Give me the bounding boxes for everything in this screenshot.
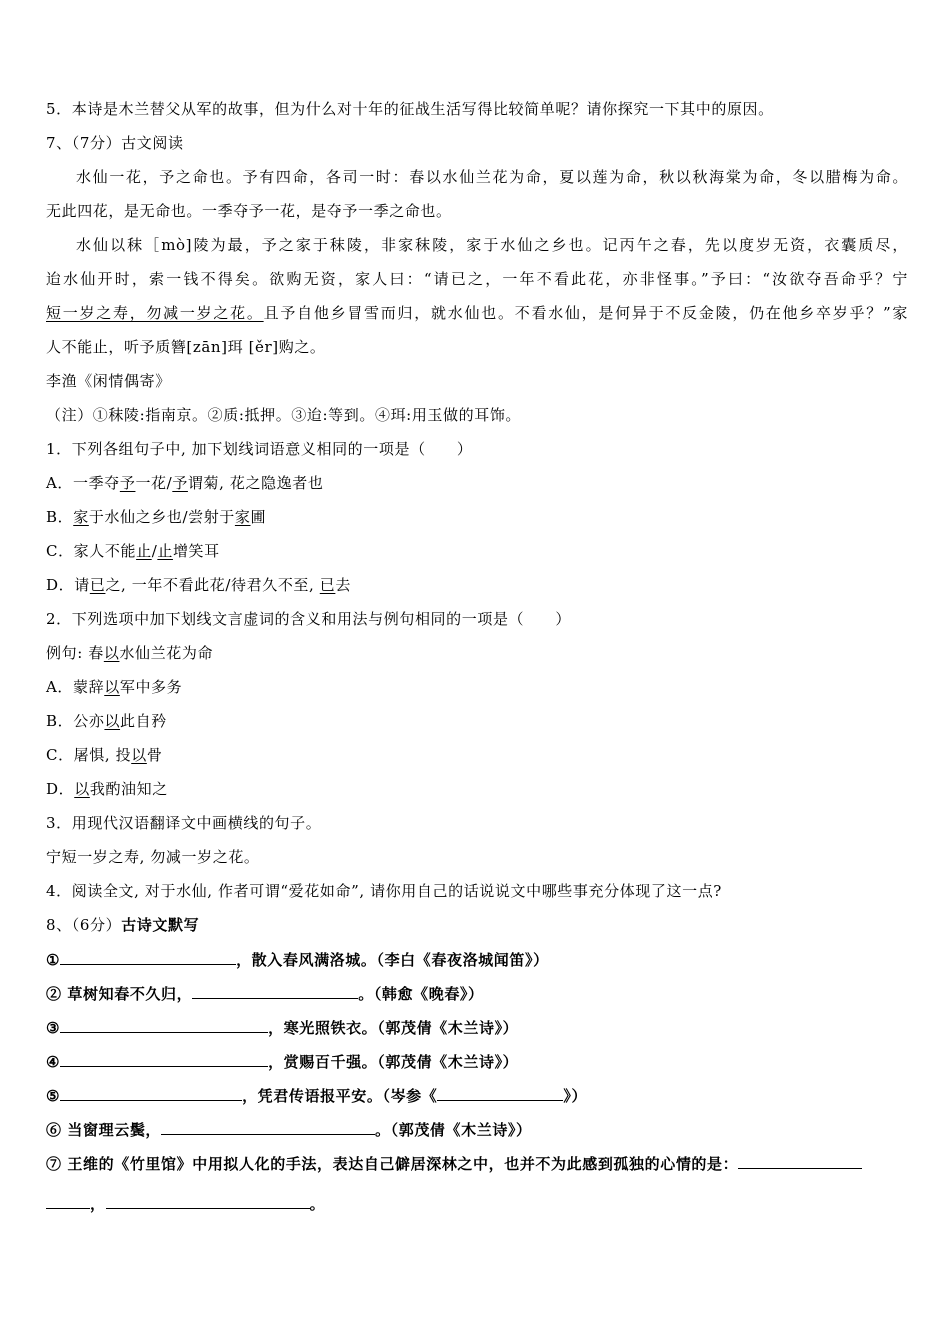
answer-blank-2[interactable] (192, 983, 358, 999)
answer-blank-4[interactable] (60, 1051, 268, 1067)
dictation-line-5: ⑤ ，凭君传语报平安。（岑参《 》） (46, 1087, 588, 1105)
answer-blank-7b[interactable] (46, 1193, 90, 1209)
sub-question-4-stem: 4．阅读全文, 对于水仙, 作者可谓“爱花如命”, 请你用自己的话说说文中哪些事充分体现了这一点? (46, 882, 722, 900)
dictation-line-3: ③ ，寒光照铁衣。（郭茂倩《木兰诗》） (46, 1019, 519, 1037)
answer-blank-3[interactable] (60, 1017, 268, 1033)
answer-blank-7c[interactable] (106, 1193, 310, 1209)
passage-paragraph-1b: 无此四花，是无命也。一季夺予一花，是夺予一季之命也。 (46, 202, 452, 220)
dictation-line-4: ④ ，赏赐百千强。（郭茂倩《木兰诗》） (46, 1053, 519, 1071)
question-7-heading: 7、（7分）古文阅读 (46, 134, 184, 152)
document-page (46, 99, 908, 1227)
sub-question-3-stem: 3．用现代汉语翻译文中画横线的句子。 (46, 814, 322, 832)
sub-question-2-option-d: D．以我酌油知之 (46, 780, 168, 798)
answer-blank-7[interactable] (738, 1153, 862, 1169)
sub-question-1-option-a: A．一季夺予一花/予谓菊, 花之隐逸者也 (46, 474, 324, 492)
answer-blank-5b[interactable] (437, 1085, 563, 1101)
passage-paragraph-2d: 人不能止，听予质簪[zān]珥 [ěr]购之。 (46, 338, 326, 356)
sub-question-2-stem: 2．下列选项中加下划线文言虚词的含义和用法与例句相同的一项是（ ） (46, 610, 571, 628)
sub-question-2-option-a: A．蒙辞以军中多务 (46, 678, 183, 696)
sub-question-3-sentence: 宁短一岁之寿, 勿减一岁之花。 (46, 848, 260, 866)
passage-paragraph-2c: 短一岁之寿，勿减一岁之花。且予自他乡冒雪而归，就水仙也。不看水仙，是何异于不反金陵，仍在他乡卒岁乎？”家 (46, 304, 908, 322)
passage-paragraph-2a: 水仙以秣［mò]陵为最，予之家于秣陵，非家秣陵，家于水仙之乡也。记丙午之春，先以度岁无资，衣囊质尽， (76, 236, 908, 254)
dictation-line-7: ⑦ 王维的《竹里馆》中用拟人化的手法，表达自己僻居深林之中，也并不为此感到孤独的心情的是： (46, 1153, 908, 1193)
dictation-line-6: ⑥ 当窗理云鬓， 。（郭茂倩《木兰诗》） (46, 1121, 532, 1139)
sub-question-1-option-d: D．请已之, 一年不看此花/待君久不至, 已去 (46, 576, 351, 594)
sub-question-2-option-b: B．公亦以此自矜 (46, 712, 167, 730)
dictation-line-1: ① ，散入春风满洛城。（李白《春夜洛城闻笛》） (46, 951, 549, 969)
underlined-sentence: 短一岁之寿，勿减一岁之花。 (46, 304, 264, 322)
passage-note: （注）①秣陵:指南京。②质:抵押。③迨:等到。④珥:用玉做的耳饰。 (46, 406, 522, 424)
passage-paragraph-2b: 迨水仙开时，索一钱不得矣。欲购无资，家人曰：“请已之，一年不看此花，亦非怪事。”予曰：“汝欲夺吾命乎？宁 (46, 270, 908, 288)
answer-blank-6[interactable] (161, 1119, 375, 1135)
question-8-heading: 8、（6分）古诗文默写 (46, 916, 200, 934)
passage-paragraph-1a: 水仙一花，予之命也。予有四命，各司一时：春以水仙兰花为命，夏以莲为命，秋以秋海棠为命，冬以腊梅为命。 (76, 168, 908, 186)
dictation-line-7-continued: ， 。 (46, 1193, 908, 1227)
answer-blank-5[interactable] (60, 1085, 242, 1101)
answer-blank-1[interactable] (60, 949, 236, 965)
sub-question-2-example: 例句: 春以水仙兰花为命 (46, 644, 214, 662)
question-5: 5．本诗是木兰替父从军的故事，但为什么对十年的征战生活写得比较简单呢？请你探究一下其中的原因。 (46, 100, 774, 118)
sub-question-1-option-c: C．家人不能止/止增笑耳 (46, 542, 220, 560)
passage-source: 李渔《闲情偶寄》 (46, 372, 171, 390)
sub-question-2-option-c: C．屠惧, 投以骨 (46, 746, 163, 764)
dictation-line-2: ② 草树知春不久归， 。（韩愈《晚春》） (46, 985, 484, 1003)
sub-question-1-option-b: B．家于水仙之乡也/尝射于家圃 (46, 508, 267, 526)
sub-question-1-stem: 1．下列各组句子中, 加下划线词语意义相同的一项是（ ） (46, 440, 473, 458)
